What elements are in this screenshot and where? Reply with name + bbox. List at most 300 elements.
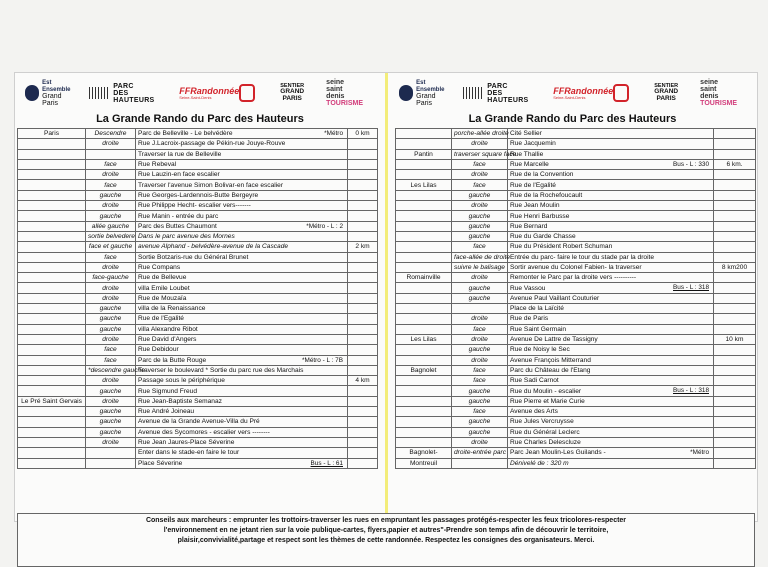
distance-cell [714,427,756,437]
street-text: Rue Philippe Hecht- escalier vers------- [138,202,251,210]
route-row [396,407,756,417]
logo-text: DES HAUTEURS [113,89,155,104]
page-title-right: La Grande Rando du Parc des Hauteurs [468,113,677,125]
distance-cell [348,437,378,447]
street-cell [136,304,348,314]
place-cell: Les Lilas [396,334,452,344]
direction-cell: droite [452,139,508,149]
direction-cell: gauche [86,427,136,437]
route-row [396,458,756,468]
direction-cell [86,448,136,458]
distance-cell [348,407,378,417]
direction-cell: Descendre [86,129,136,139]
transit-note: Bus - L : 318 [673,387,709,395]
direction-cell: gauche [452,345,508,355]
distance-cell [348,180,378,190]
transit-note: *Métro [324,130,343,137]
direction-cell: droite [86,437,136,447]
route-row [18,201,378,211]
place-cell [396,190,452,200]
street-cell [136,324,348,334]
direction-cell: face [452,376,508,386]
street-text: Avenue des Arts [510,408,558,416]
street-cell [136,283,348,293]
route-row [396,231,756,241]
place-cell [18,273,86,283]
street-cell [136,365,348,375]
street-text: Rue Jean Jaures-Place Séverine [138,439,235,447]
place-cell [396,386,452,396]
street-cell [136,211,348,221]
direction-cell: droite [86,262,136,272]
street-text: Rue Sigmund Freud [138,387,198,395]
street-text: Rue de Bellevue [138,274,187,282]
distance-cell [714,283,756,293]
logo-bar-right [399,75,751,111]
street-cell [136,448,348,458]
street-text: Rue Rebeval [138,161,177,169]
place-cell [18,324,86,334]
direction-cell: face [86,345,136,355]
route-row [18,407,378,417]
street-cell [136,262,348,272]
logo-text: Grand Paris [416,93,436,107]
distance-cell [348,386,378,396]
direction-cell: gauche [452,283,508,293]
street-cell [136,386,348,396]
logo-text: SENTIER [654,82,679,89]
street-cell [508,376,714,386]
logo-text: PARC [487,82,508,90]
route-row [396,448,756,458]
place-cell [18,170,86,180]
place-cell [18,211,86,221]
place-cell [396,221,452,231]
advice-line: l'environnement en ne jetant rien sur la voie publique-cartes, flyers,papier et autres"-Prendre son temps afin de découvrir le territoire, [163,527,609,534]
street-text: Rue de l'Egalité [510,181,556,189]
street-cell [136,293,348,303]
place-cell [396,139,452,149]
logo-text: FFRandonnée [179,85,240,96]
distance-cell [714,386,756,396]
distance-cell [348,231,378,241]
direction-cell: face [452,365,508,375]
place-cell [396,293,452,303]
sentier-grand-paris-logo [646,84,686,103]
logo-text: DES HAUTEURS [487,89,529,104]
direction-cell: droite [452,314,508,324]
distance-cell [714,458,756,468]
street-text: Rue Henri Barbusse [510,212,570,220]
logo-text: seine [326,79,345,86]
distance-cell: 6 km. [714,159,756,169]
route-row [18,129,378,139]
street-cell [508,427,714,437]
distance-cell [348,252,378,262]
route-row [396,170,756,180]
street-cell [508,231,714,241]
direction-cell: gauche [452,293,508,303]
place-cell [18,221,86,231]
route-row [396,334,756,344]
distance-cell [714,252,756,262]
direction-cell: gauche [86,417,136,427]
place-cell [396,437,452,447]
street-text: Rue de la Convention [510,171,574,179]
place-cell [396,324,452,334]
street-text: Enter dans le stade-en faire le tour [138,449,240,457]
direction-cell: gauche [452,386,508,396]
place-cell [18,149,86,159]
street-text: Rue du Moulin - escalier [510,387,582,395]
place-cell [396,252,452,262]
distance-cell [714,139,756,149]
distance-cell [348,355,378,365]
distance-cell [714,365,756,375]
place-cell [18,262,86,272]
direction-cell: face-allée de droite [452,252,508,262]
place-cell [396,376,452,386]
ffrandonnee-logo [179,84,258,102]
parc-des-hauteurs-logo [463,83,539,104]
street-cell [136,334,348,344]
street-text: Rue Lauzin-en face escalier [138,171,220,179]
direction-cell: droite [452,437,508,447]
distance-cell [348,201,378,211]
street-cell [136,345,348,355]
route-row [18,221,378,231]
route-row [18,139,378,149]
place-cell [18,448,86,458]
distance-cell: 2 km [348,242,378,252]
logo-text: Seine-Saint-Denis [179,94,212,100]
direction-cell: face [86,355,136,365]
route-row [18,458,378,468]
est-ensemble-icon [25,85,39,101]
place-cell [396,427,452,437]
place-cell [396,129,452,139]
place-cell [18,376,86,386]
logo-text: Ensemble [42,87,71,93]
street-text: Entrée du parc- faire le tour du stade par la droite [510,253,655,261]
direction-cell: face [452,159,508,169]
direction-cell: sortie belvedere [86,231,136,241]
distance-cell [714,201,756,211]
page-title-left: La Grande Rando du Parc des Hauteurs [96,113,304,125]
street-text: Rue Charles Delescluze [510,439,581,447]
distance-cell [348,304,378,314]
distance-cell [714,355,756,365]
distance-cell [714,324,756,334]
street-cell [508,324,714,334]
logo-text: denis [326,93,345,100]
route-row [18,262,378,272]
logo-text: saint [700,86,717,93]
street-text: Rue Debidour [138,346,179,354]
street-cell [508,129,714,139]
route-row [396,139,756,149]
route-row [396,211,756,221]
street-cell [508,345,714,355]
logo-text: Grand Paris [42,93,62,107]
route-row [18,149,378,159]
fold-line [385,73,388,521]
street-cell [136,407,348,417]
transit-note: *Métro - L : 2 [306,222,343,230]
walkers-advice [17,513,755,567]
logo-text: GRAND PARIS [654,88,679,102]
distance-cell [348,365,378,375]
distance-cell [348,159,378,169]
place-cell [396,417,452,427]
place-cell [18,314,86,324]
direction-cell: droite [86,396,136,406]
route-row [396,180,756,190]
street-text: Parc de Belleville - Le belvédère [138,130,233,138]
route-row [18,170,378,180]
distance-cell: 4 km [348,376,378,386]
place-cell [18,407,86,417]
route-row [396,345,756,355]
route-row [396,427,756,437]
hiker-icon [239,84,255,102]
distance-cell [714,190,756,200]
distance-cell [714,273,756,283]
place-cell [396,304,452,314]
direction-cell: gauche [86,324,136,334]
distance-cell [348,283,378,293]
street-text: Parc des Buttes Chaumont [138,222,217,230]
route-row [18,180,378,190]
street-cell [136,458,348,468]
street-cell [136,355,348,365]
direction-cell: droite [452,355,508,365]
direction-cell: face et gauche [86,242,136,252]
route-row [396,417,756,427]
street-cell [508,149,714,159]
street-text: villa Emile Loubet [138,284,190,292]
place-cell [396,211,452,221]
logo-text: Seine-Saint-Denis [553,94,586,100]
route-row [396,242,756,252]
route-row [396,283,756,293]
street-text: Rue de Mouzaïa [138,294,187,302]
street-cell [136,252,348,262]
street-cell [136,139,348,149]
distance-cell [714,314,756,324]
route-row [18,345,378,355]
logo-text: FFRandonnée [553,85,614,96]
street-cell [508,458,714,468]
direction-cell: gauche [452,231,508,241]
street-text: Rue du Garde Chasse [510,233,576,241]
street-cell [136,417,348,427]
place-cell [18,355,86,365]
distance-cell [348,396,378,406]
place-cell: Bagnolet- [396,448,452,458]
direction-cell [452,458,508,468]
street-cell [136,314,348,324]
street-text: Traverser la rue de Belleville [138,150,222,158]
street-cell [508,211,714,221]
distance-cell [714,221,756,231]
street-text: Rue André Joineau [138,408,195,416]
route-row [18,355,378,365]
distance-cell [348,345,378,355]
route-row [396,262,756,272]
street-cell [136,201,348,211]
direction-cell: droite [452,201,508,211]
direction-cell [86,458,136,468]
distance-cell [714,396,756,406]
route-row [396,190,756,200]
route-table-left [17,128,378,469]
place-cell [18,242,86,252]
logo-text: saint [326,86,343,93]
distance-cell [714,376,756,386]
distance-cell [714,149,756,159]
street-text: Rue Manin - entrée du parc [138,212,219,220]
route-row [396,273,756,283]
place-cell [396,314,452,324]
street-cell [508,448,714,458]
place-cell: Le Pré Saint Gervais [18,396,86,406]
place-cell [396,283,452,293]
place-cell: Montreuil [396,458,452,468]
street-text: Rue Jean-Baptiste Semanaz [138,397,222,405]
direction-cell: droite [452,170,508,180]
distance-cell: 10 km [714,334,756,344]
distance-cell [714,231,756,241]
street-text: Rue J.Lacroix-passage de Pékin-rue Jouye-Rouve [138,140,286,148]
street-cell [136,396,348,406]
street-cell [136,273,348,283]
place-cell [396,396,452,406]
logo-text: GRAND PARIS [280,88,305,102]
route-row [18,386,378,396]
direction-cell: allée gauche [86,221,136,231]
street-text: Parc de la Butte Rouge [138,356,207,364]
street-text: avenue Alphand - belvédère-avenue de la Cascade [138,243,289,251]
street-text: Rue Thallie [510,150,544,158]
street-cell [136,190,348,200]
distance-cell [348,262,378,272]
street-cell [508,355,714,365]
route-row [396,304,756,314]
transit-note: Bus - L : 330 [673,160,709,168]
route-row [396,365,756,375]
street-cell [508,417,714,427]
street-text: Avenue De Lattre de Tassigny [510,336,598,344]
route-row [396,293,756,303]
street-cell [136,242,348,252]
street-cell [508,273,714,283]
street-cell [508,252,714,262]
street-cell [508,293,714,303]
route-row [18,324,378,334]
place-cell [18,345,86,355]
direction-cell: gauche [452,417,508,427]
street-text: Rue Marcelle [510,161,549,169]
distance-cell: 0 km [348,129,378,139]
direction-cell: face [86,159,136,169]
direction-cell: gauche [452,211,508,221]
street-cell [508,365,714,375]
place-cell [396,242,452,252]
street-cell [508,159,714,169]
street-cell [136,427,348,437]
street-text: Rue du Président Robert Schuman [510,243,613,251]
distance-cell [348,170,378,180]
place-cell [18,231,86,241]
place-cell [18,334,86,344]
logo-text: Est [42,80,52,86]
stripes-icon [463,87,484,99]
direction-cell: droite [452,334,508,344]
street-text: Avenue François Mitterrand [510,356,591,364]
street-cell [136,170,348,180]
direction-cell: gauche [86,314,136,324]
street-text: Sortir avenue du Colonel Fabien- la traverser [510,264,642,271]
logo-bar-left [25,75,377,111]
distance-cell [348,221,378,231]
street-text: Parc Jean Moulin-Les Guilands - [510,449,606,457]
direction-cell: gauche [452,190,508,200]
place-cell [18,427,86,437]
direction-cell: droite [86,293,136,303]
route-row [18,293,378,303]
place-cell [396,201,452,211]
street-cell [508,190,714,200]
place-cell [18,437,86,447]
distance-cell [348,458,378,468]
direction-cell: gauche [86,190,136,200]
distance-cell [348,448,378,458]
street-cell [136,221,348,231]
street-text: Rue Jacquemin [510,140,556,148]
street-text: Rue David d'Angers [138,336,197,344]
place-cell [18,139,86,149]
est-ensemble-icon [399,85,413,101]
route-row [18,365,378,375]
route-row [18,417,378,427]
place-cell [18,386,86,396]
direction-cell: face [86,252,136,262]
route-row [396,324,756,334]
logo-text: TOURISME [326,100,363,107]
direction-cell: gauche [86,211,136,221]
street-cell [508,283,714,293]
route-row [18,231,378,241]
logo-text: Est [416,80,426,86]
direction-cell: face [452,242,508,252]
street-text: Avenue Paul Vaillant Couturier [510,294,600,302]
direction-cell: droite [86,170,136,180]
distance-cell [348,149,378,159]
place-cell: Pantin [396,149,452,159]
est-ensemble-logo [399,79,449,107]
route-row [396,314,756,324]
street-text: Avenue de la Grande Avenue-Villa du Pré [138,418,260,426]
route-row [18,211,378,221]
direction-cell: gauche [86,386,136,396]
direction-cell: face [452,180,508,190]
place-cell: Bagnolet [396,365,452,375]
route-row [396,201,756,211]
distance-cell [714,448,756,458]
street-text: Dans le parc avenue des Mornes [138,233,235,241]
place-cell [396,170,452,180]
